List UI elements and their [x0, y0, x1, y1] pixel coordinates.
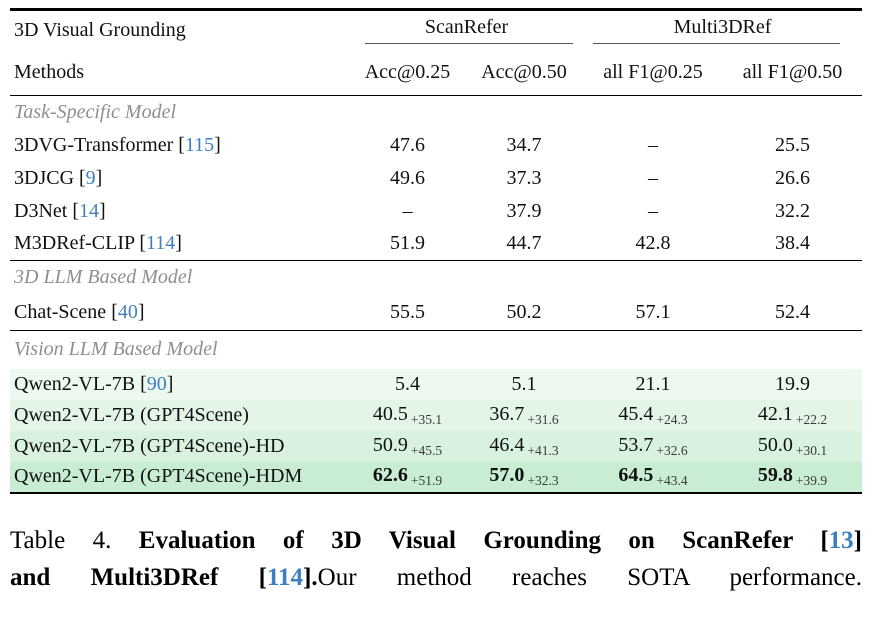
table-row — [10, 431, 862, 462]
metric-cell — [583, 369, 723, 400]
section-title: Vision LLM Based Model — [10, 331, 862, 369]
metric-value-best: 62.6 — [372, 464, 408, 486]
metric-cell — [350, 129, 465, 162]
metric-cell — [583, 129, 723, 162]
metric-cell — [350, 369, 465, 400]
metric-value: 53.7 — [618, 433, 654, 456]
citation-link[interactable]: 40 — [117, 300, 138, 323]
metric-cell — [465, 295, 583, 331]
table-row — [10, 228, 862, 261]
caption-tail: Our method reaches SOTA performance. — [317, 563, 862, 591]
group-multi3dref — [583, 10, 862, 50]
metric-cell — [465, 228, 583, 261]
method-name: M3DRef-CLIP [ — [14, 232, 147, 255]
metric-value: 49.6 — [390, 166, 425, 189]
metric-cell — [465, 400, 583, 431]
method-cell — [10, 400, 350, 431]
method-name: 3DVG-Transformer [ — [14, 133, 185, 156]
citation-link[interactable]: 14 — [78, 199, 99, 222]
method-cell — [10, 228, 350, 261]
delta-value: +32.3 — [527, 473, 559, 488]
metric-cell — [723, 462, 862, 493]
metric-cell — [465, 369, 583, 400]
delta-value: +41.3 — [527, 442, 559, 458]
metric-value: 5.4 — [395, 372, 420, 395]
citation-link[interactable]: 114 — [146, 232, 176, 255]
metric-value: 45.4 — [618, 402, 654, 425]
table-row — [10, 195, 862, 228]
column-header-acc025: Acc@0.25 — [350, 50, 465, 96]
bracket-close: ] — [137, 300, 145, 323]
bracket-close: ] — [95, 166, 103, 189]
metric-value: 19.9 — [775, 372, 811, 395]
delta-value: +32.6 — [656, 442, 688, 458]
caption-bold-text: and Multi3DRef [ — [10, 563, 267, 591]
method-cell — [10, 195, 350, 228]
delta-value: +31.6 — [527, 411, 559, 427]
metric-value: 42.8 — [635, 232, 671, 255]
metric-value: 47.6 — [390, 133, 425, 156]
method-cell — [10, 295, 350, 331]
metric-value: 21.1 — [635, 372, 671, 395]
bracket-close: ] — [98, 199, 106, 222]
delta-value: +30.1 — [795, 442, 828, 458]
metric-value: 40.5 — [372, 402, 408, 425]
metric-value: 36.7 — [489, 402, 525, 425]
metric-value: 46.4 — [489, 433, 525, 456]
metric-value: 50.9 — [372, 433, 408, 456]
group-multi3dref-label: Multi3DRef — [673, 16, 772, 39]
method-name: Qwen2-VL-7B (GPT4Scene)-HDM — [14, 465, 303, 487]
method-cell — [10, 462, 350, 493]
metric-cell — [583, 462, 723, 493]
metric-value: 32.2 — [775, 199, 811, 222]
metric-value: – — [648, 133, 659, 156]
table-row — [10, 295, 862, 331]
caption-line-2 — [10, 559, 862, 596]
section-header-task-specific — [10, 96, 862, 129]
metric-value: 37.9 — [506, 199, 542, 222]
metric-value: 42.1 — [757, 402, 793, 425]
caption-bold-text: Evaluation of 3D Visual Grounding on ScanRefer [ — [138, 526, 829, 554]
metric-cell — [583, 295, 723, 331]
cmidrule-multi3dref — [593, 43, 840, 44]
section-title: 3D LLM Based Model — [10, 261, 862, 295]
metric-value: – — [402, 199, 413, 222]
metric-value-best: 59.8 — [757, 464, 793, 486]
method-name: Chat-Scene [ — [14, 300, 118, 323]
group-scanrefer-label: ScanRefer — [424, 16, 509, 39]
caption-line-1 — [10, 522, 862, 559]
delta-value: +24.3 — [656, 411, 688, 427]
bracket-close: ] — [166, 372, 174, 395]
metric-value: 50.0 — [757, 433, 793, 456]
method-name: Qwen2-VL-7B (GPT4Scene) — [14, 403, 249, 426]
table-title: 3D Visual Grounding — [14, 18, 186, 41]
method-cell — [10, 129, 350, 162]
metric-cell — [350, 228, 465, 261]
metric-value-best: 57.0 — [489, 464, 525, 486]
method-cell — [10, 369, 350, 400]
metric-cell — [465, 462, 583, 493]
metric-value: 51.9 — [390, 232, 425, 255]
method-name: Qwen2-VL-7B (GPT4Scene)-HD — [14, 434, 285, 457]
metric-value: 37.3 — [506, 166, 542, 189]
caption-prefix: Table 4. — [10, 526, 139, 554]
metric-cell — [465, 162, 583, 195]
metric-value: 34.7 — [506, 133, 542, 156]
metric-cell — [350, 462, 465, 493]
metric-cell — [723, 195, 862, 228]
caption-bold-bracket: ] — [853, 526, 862, 554]
metric-value: 52.4 — [775, 300, 811, 323]
table-header-groups — [10, 10, 862, 50]
metric-value-best: 64.5 — [618, 464, 654, 486]
metric-value: 50.2 — [506, 300, 542, 323]
metric-cell — [583, 195, 723, 228]
metric-cell — [723, 129, 862, 162]
metric-value: – — [648, 166, 659, 189]
table-caption — [10, 522, 862, 596]
citation-link[interactable]: 9 — [85, 166, 96, 189]
metric-cell — [583, 431, 723, 462]
citation-link[interactable]: 114 — [266, 563, 304, 591]
table-row — [10, 400, 862, 431]
table-header-columns — [10, 50, 862, 96]
delta-value: +22.2 — [795, 411, 828, 427]
metric-cell — [465, 431, 583, 462]
metric-cell — [350, 162, 465, 195]
table-row — [10, 369, 862, 400]
metric-cell — [583, 400, 723, 431]
metric-value: 44.7 — [506, 232, 542, 255]
metric-value: – — [648, 199, 659, 222]
section-header-3d-llm — [10, 261, 862, 295]
metric-cell — [583, 162, 723, 195]
method-cell — [10, 162, 350, 195]
metric-cell — [465, 195, 583, 228]
method-name: D3Net [ — [14, 199, 79, 222]
column-header-methods: Methods — [10, 50, 350, 96]
citation-link[interactable]: 13 — [828, 526, 854, 554]
delta-value: +43.4 — [656, 473, 688, 488]
column-header-f1050: all F1@0.50 — [723, 50, 862, 96]
group-scanrefer — [350, 10, 583, 50]
delta-value: +35.1 — [410, 411, 443, 427]
bracket-close: ] — [214, 133, 221, 156]
citation-link[interactable]: 90 — [146, 372, 167, 395]
method-name: Qwen2-VL-7B [ — [14, 372, 147, 395]
column-header-acc050: Acc@0.50 — [465, 50, 583, 96]
metric-cell — [723, 431, 862, 462]
metric-value: 38.4 — [775, 232, 811, 255]
metric-value: 5.1 — [511, 372, 537, 395]
metric-cell — [723, 295, 862, 331]
metric-cell — [350, 295, 465, 331]
metric-cell — [723, 369, 862, 400]
table-row — [10, 162, 862, 195]
method-cell — [10, 431, 350, 462]
citation-link[interactable]: 115 — [184, 133, 215, 156]
cmidrule-scanrefer — [365, 43, 573, 44]
metric-cell — [723, 162, 862, 195]
bracket-close: ] — [175, 232, 182, 255]
table-row — [10, 129, 862, 162]
metric-cell — [465, 129, 583, 162]
metric-value: 57.1 — [635, 300, 671, 323]
delta-value: +39.9 — [795, 473, 828, 488]
section-header-vision-llm — [10, 331, 862, 369]
metric-cell — [723, 400, 862, 431]
results-table — [10, 8, 862, 494]
table-row — [10, 462, 862, 493]
column-header-f1025: all F1@0.25 — [583, 50, 723, 96]
metric-cell — [350, 195, 465, 228]
metric-cell — [350, 431, 465, 462]
section-title: Task-Specific Model — [14, 100, 177, 123]
caption-bold-bracket: ]. — [303, 563, 318, 591]
delta-value: +51.9 — [410, 473, 443, 488]
metric-value: 55.5 — [390, 300, 425, 323]
method-name: 3DJCG [ — [14, 166, 86, 189]
metric-value: 26.6 — [775, 166, 811, 189]
metric-cell — [350, 400, 465, 431]
metric-value: 25.5 — [775, 133, 811, 156]
delta-value: +45.5 — [410, 442, 443, 458]
metric-cell — [723, 228, 862, 261]
metric-cell — [583, 228, 723, 261]
